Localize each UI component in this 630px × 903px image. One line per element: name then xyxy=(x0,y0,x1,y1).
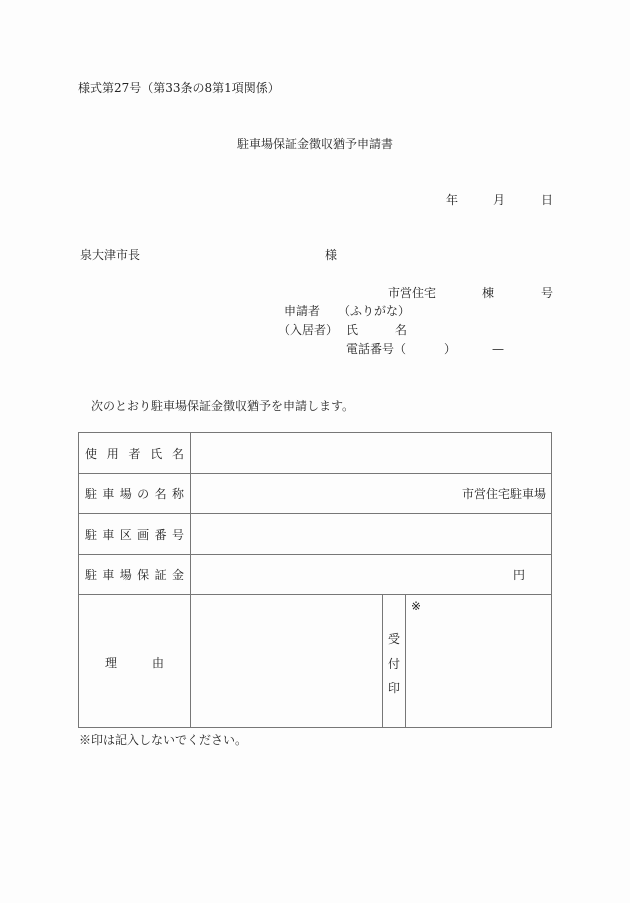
parking-name-field[interactable] xyxy=(191,474,551,513)
parking-space-field[interactable] xyxy=(191,514,551,554)
user-name-field[interactable] xyxy=(191,433,551,473)
receipt-stamp-label: 受 付 印 xyxy=(388,632,401,695)
receipt-stamp-area xyxy=(406,595,551,727)
reason-field[interactable] xyxy=(191,595,382,727)
table-row-parking-name xyxy=(79,474,551,514)
resident-label: （入居者） xyxy=(278,323,339,337)
parking-name-label: 駐 車 場 の 名 称 xyxy=(85,487,184,501)
phone-close-paren: ） xyxy=(444,342,457,356)
parking-space-label: 駐 車 区 画 番 号 xyxy=(85,527,184,542)
parking-name-value: 市営住宅駐車場 xyxy=(461,487,546,501)
receipt-divider-right xyxy=(405,595,406,727)
table-row-deposit xyxy=(79,555,551,595)
date-month-label: 月 xyxy=(493,193,506,207)
document-title: 駐車場保証金徴収猶予申請書 xyxy=(237,137,394,151)
label-column-divider xyxy=(190,433,191,727)
footnote: ※印は記入しないでください。 xyxy=(79,733,248,747)
building-label: 棟 xyxy=(482,286,495,300)
date-day-label: 日 xyxy=(541,193,554,207)
reason-label: 理 由 xyxy=(105,656,165,670)
phone-label: 電話番号（ xyxy=(346,342,407,356)
deposit-field[interactable] xyxy=(191,555,551,594)
addressee-name: 泉大津市長 xyxy=(80,248,141,262)
application-table xyxy=(78,432,552,728)
user-name-label: 使 用 者 氏 名 xyxy=(85,446,184,461)
table-row-user-name xyxy=(79,433,551,474)
number-label: 号 xyxy=(541,286,554,300)
table-row-parking-space xyxy=(79,514,551,555)
phone-dash: — xyxy=(492,342,504,356)
name-label-2: 名 xyxy=(395,323,408,337)
name-label-1: 氏 xyxy=(346,323,359,337)
form-number: 様式第27号（第33条の8第1項関係） xyxy=(78,81,280,95)
applicant-label: 申請者 xyxy=(284,304,321,318)
date-year-label: 年 xyxy=(446,193,459,207)
receipt-divider-left xyxy=(382,595,383,727)
yen-unit: 円 xyxy=(513,568,526,582)
table-row-reason xyxy=(79,595,551,727)
statement-text: 次のとおり駐車場保証金徴収猶予を申請します。 xyxy=(91,399,355,413)
addressee-honorific: 様 xyxy=(325,248,338,262)
furigana-label: （ふりがな） xyxy=(338,304,411,318)
housing-label: 市営住宅 xyxy=(388,286,437,300)
deposit-label: 駐 車 場 保 証 金 xyxy=(85,568,184,582)
office-use-mark: ※ xyxy=(411,599,422,613)
